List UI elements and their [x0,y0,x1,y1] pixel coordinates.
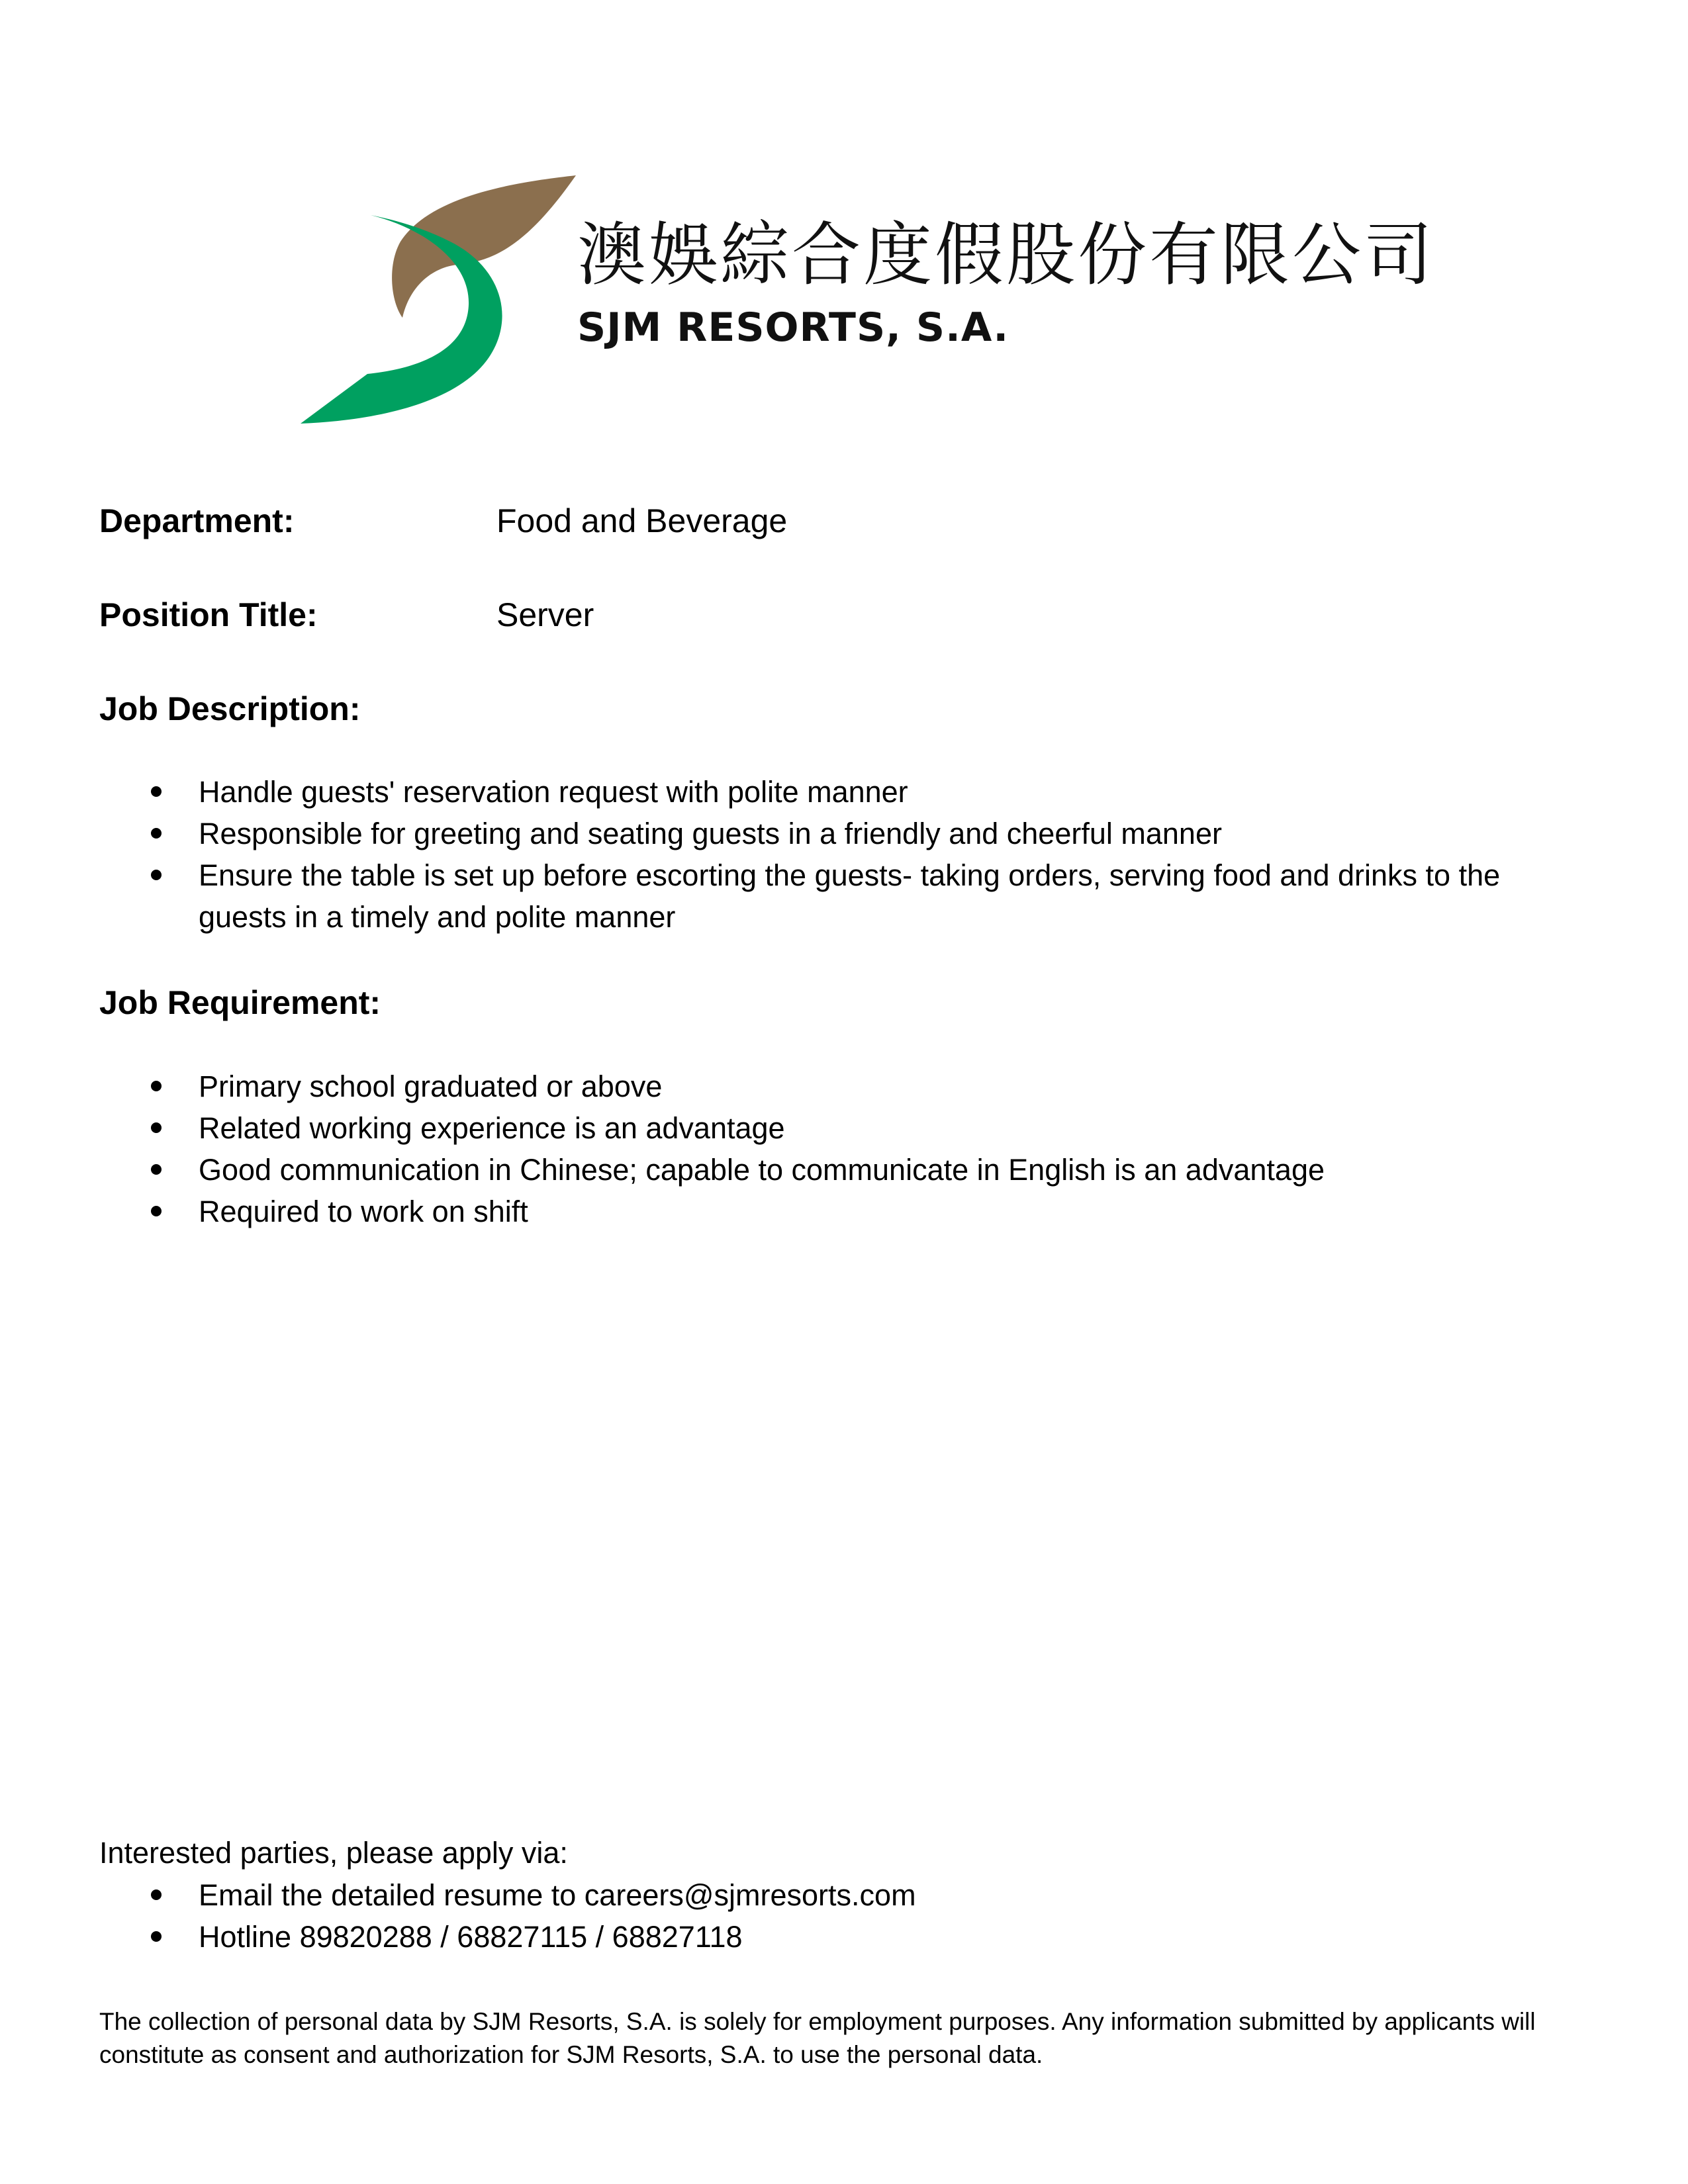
list-item: Required to work on shift [0,1191,1562,1232]
apply-email-item: Email the detailed resume to careers@sjmresorts.com [0,1874,1562,1916]
job-description-list [0,771,1589,938]
position-title-label: Position Title: [99,596,318,633]
job-requirement-heading: Job Requirement: [99,984,381,1021]
department-value: Food and Beverage [496,502,788,539]
personal-data-disclaimer: The collection of personal data by SJM Resorts, S.A. is solely for employment purposes. Any information submitted by applicants will constitute as consent and authorization for SJM Resorts, S.A. to use the personal data. [99,2008,1536,2068]
job-description-heading: Job Description: [99,690,361,727]
sjm-swoosh-logo-icon [291,169,589,427]
company-name-english: SJM RESORTS, S.A. [577,304,1009,351]
apply-hotline-item: Hotline 89820288 / 68827115 / 68827118 [0,1916,1562,1958]
department-label: Department: [99,502,295,539]
job-requirement-list [0,1066,1589,1232]
list-item: Ensure the table is set up before escorting the guests- taking orders, serving food and drinks to the guests in a timely and polite manner [0,854,1562,938]
list-item: Related working experience is an advantage [0,1107,1562,1149]
position-title-value: Server [496,596,594,633]
apply-intro: Interested parties, please apply via: [99,1836,568,1870]
list-item: Good communication in Chinese; capable to communicate in English is an advantage [0,1149,1562,1191]
apply-list [0,1874,1589,1958]
list-item: Responsible for greeting and seating guests in a friendly and cheerful manner [0,813,1562,854]
list-item: Handle guests' reservation request with polite manner [0,771,1562,813]
company-name-chinese: 澳娛綜合度假股份有限公司 [577,214,1436,295]
list-item: Primary school graduated or above [0,1066,1562,1107]
company-logo [291,169,1436,433]
